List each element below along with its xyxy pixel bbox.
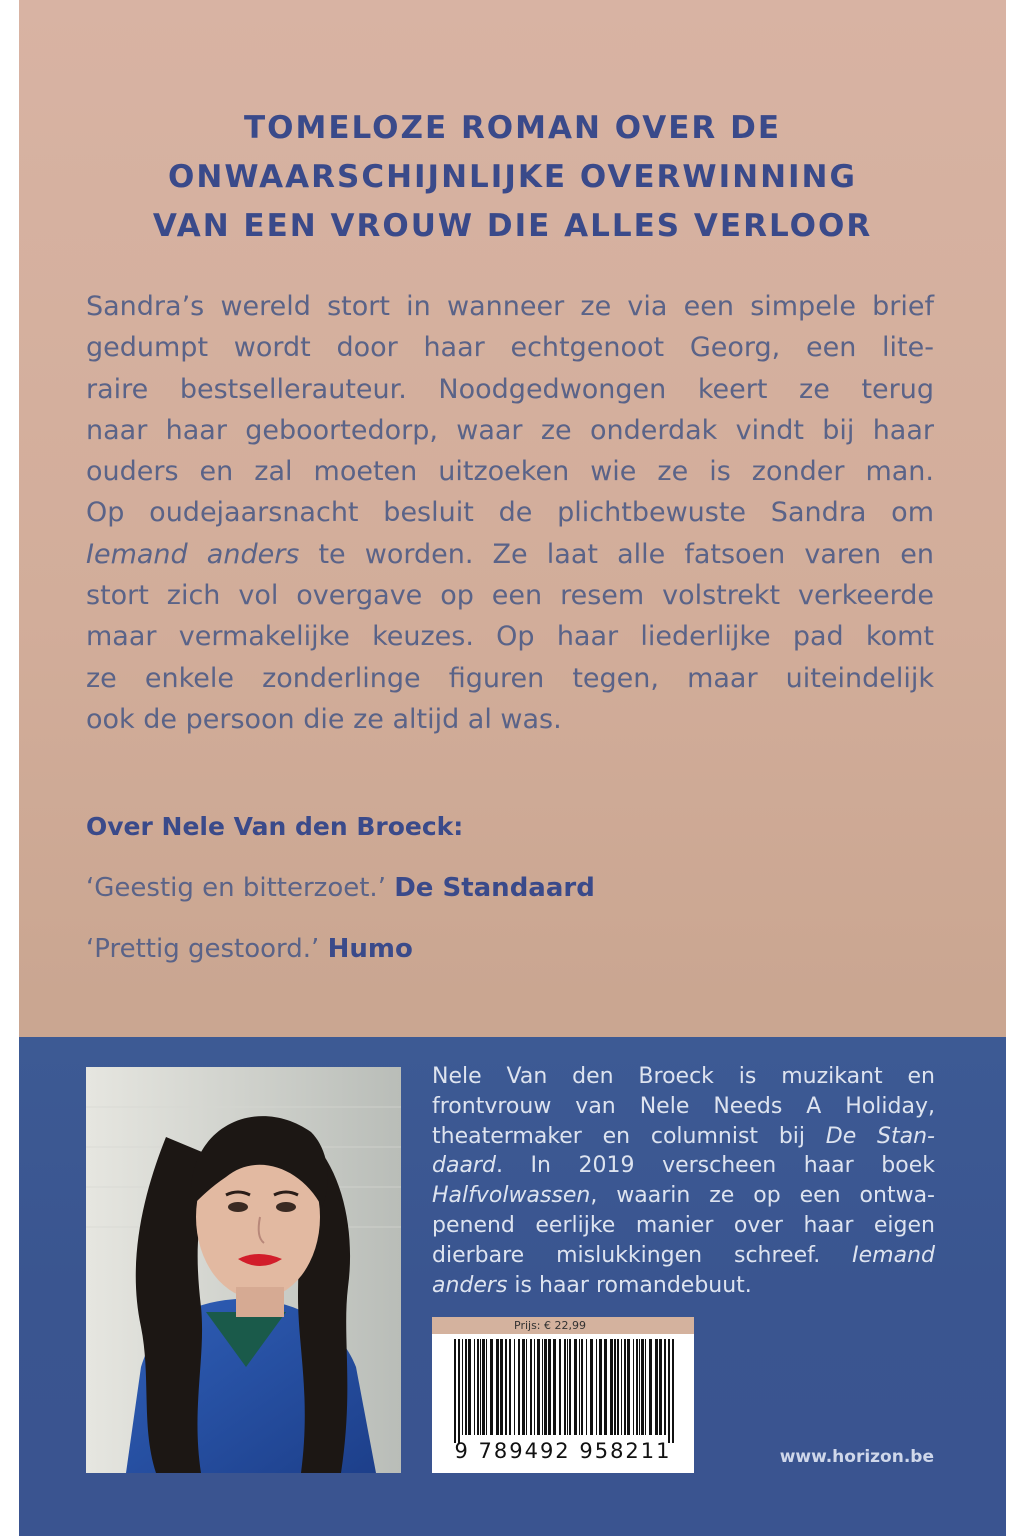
headline-line: ONWAARSCHIJNLIJKE OVERWINNING — [168, 159, 857, 195]
bio-line: frontvrouw van Nele Needs A Holiday, — [432, 1093, 935, 1119]
book-title: Halfvolwassen — [432, 1183, 591, 1209]
bio-line — [432, 1181, 935, 1211]
synopsis-line: ouders en zal moeten uitzoeken wie ze is zonder man. — [86, 456, 934, 488]
quote-text: ‘Prettig gestoord.’ — [86, 934, 328, 964]
review-quote — [86, 929, 413, 969]
barcode-bar — [530, 1339, 532, 1435]
synopsis-line: stort zich vol overgave op een resem volstrekt verkeerde — [86, 580, 934, 612]
barcode-bar — [659, 1339, 662, 1435]
barcode-bar — [641, 1339, 644, 1435]
barcode-bar — [462, 1339, 463, 1435]
barcode-bar — [542, 1339, 543, 1435]
barcode-bar — [579, 1339, 580, 1435]
bio-line — [432, 1241, 935, 1271]
barcode — [432, 1317, 694, 1473]
barcode-bar — [509, 1339, 511, 1435]
synopsis-line: maar vermakelijke keuzes. Op haar liederlijke pad komt — [86, 621, 934, 653]
barcode-bar — [604, 1339, 607, 1435]
barcode-bar — [548, 1339, 551, 1435]
author-portrait-illustration — [86, 1067, 401, 1473]
bio-line: penend eerlijke manier over haar eigen — [432, 1212, 935, 1238]
author-panel — [19, 1037, 1006, 1536]
synopsis-line: naar haar geboortedorp, waar ze onderdak vindt bij haar — [86, 414, 934, 446]
book-title: anders — [432, 1272, 508, 1298]
barcode-bar — [490, 1339, 493, 1435]
quote-source: Humo — [327, 934, 413, 964]
barcode-bar — [586, 1339, 587, 1435]
barcode-bar — [553, 1339, 556, 1435]
barcode-bar — [500, 1339, 503, 1435]
barcode-bar — [454, 1339, 456, 1443]
barcode-bar — [480, 1339, 481, 1435]
synopsis-line — [86, 534, 934, 575]
barcode-bar — [639, 1339, 640, 1435]
barcode-bar — [633, 1339, 634, 1435]
barcode-bar — [477, 1339, 479, 1435]
bio-text: . In 2019 verscheen haar boek — [495, 1153, 935, 1179]
reviews-title: Over Nele Van den Broeck: — [86, 812, 464, 841]
synopsis-line: gedumpt wordt door haar echtgenoot Georg, een lite- — [86, 332, 934, 364]
isbn-number: 9 789492 958211 — [454, 1439, 672, 1463]
synopsis-text: te worden. Ze laat alle fatsoen varen en — [299, 538, 934, 570]
barcode-bar — [522, 1339, 525, 1435]
barcode-bar — [544, 1339, 547, 1435]
book-title-italic: Iemand anders — [86, 538, 300, 570]
barcode-bar — [668, 1339, 670, 1443]
price-text: Prijs: € 22,99 — [514, 1319, 586, 1332]
barcode-bar — [465, 1339, 467, 1435]
barcode-bar — [534, 1339, 535, 1435]
synopsis-line: Op oudejaarsnacht besluit de plichtbewuste Sandra om — [86, 497, 934, 529]
publisher-website[interactable]: www.horizon.be — [779, 1447, 934, 1467]
newspaper-title: De Stan- — [825, 1123, 935, 1149]
barcode-bar — [567, 1339, 568, 1435]
author-bio — [432, 1062, 935, 1300]
bio-text: theatermaker en columnist bij — [432, 1123, 826, 1149]
barcode-bar — [649, 1339, 652, 1435]
barcode-bar — [590, 1339, 593, 1435]
barcode-bar — [482, 1339, 485, 1435]
barcode-bar — [474, 1339, 475, 1435]
bio-line — [432, 1122, 935, 1152]
barcode-bar — [614, 1339, 616, 1435]
barcode-bar — [458, 1339, 460, 1443]
barcode-bar — [636, 1339, 638, 1435]
barcode-bar — [518, 1339, 520, 1435]
synopsis-line: ze enkele zonderlinge figuren tegen, maar uiteindelijk — [86, 662, 934, 694]
barcode-bar — [617, 1339, 619, 1435]
barcode-bar — [526, 1339, 527, 1435]
barcode-bar — [621, 1339, 622, 1435]
synopsis-line: raire bestsellerauteur. Noodgedwongen keert ze terug — [86, 373, 934, 405]
barcode-bar — [645, 1339, 646, 1435]
bio-line: Nele Van den Broeck is muzikant en — [432, 1064, 935, 1089]
synopsis — [86, 286, 934, 740]
barcode-bar — [505, 1339, 507, 1435]
headline-line: TOMELOZE ROMAN OVER DE — [243, 110, 782, 146]
quote-source: De Standaard — [394, 873, 595, 903]
barcode-bar — [569, 1339, 571, 1435]
synopsis-line: ook de persoon die ze altijd al was. — [86, 703, 562, 735]
barcode-bar — [599, 1339, 602, 1435]
barcode-bar — [624, 1339, 626, 1435]
barcode-bar — [581, 1339, 583, 1435]
back-cover — [19, 0, 1006, 1536]
bio-text: , waarin ze op een ontwa- — [590, 1183, 935, 1209]
barcode-bar — [596, 1339, 597, 1435]
bio-line — [432, 1151, 935, 1181]
headline-line: VAN EEN VROUW DIE ALLES VERLOOR — [152, 208, 873, 244]
barcode-bar — [468, 1339, 471, 1435]
synopsis-line: Sandra’s wereld stort in wanneer ze via een simpele brief — [86, 291, 934, 322]
barcode-bar — [610, 1339, 613, 1435]
review-quote — [86, 868, 595, 908]
barcode-bar — [514, 1339, 515, 1435]
barcode-bar — [655, 1339, 658, 1435]
bio-text: is haar romandebuut. — [507, 1272, 752, 1298]
barcode-bar — [559, 1339, 561, 1435]
barcode-bar — [574, 1339, 577, 1435]
author-photo — [86, 1067, 401, 1473]
headline — [19, 104, 1006, 251]
barcode-bar — [627, 1339, 630, 1435]
barcode-bar — [496, 1339, 499, 1435]
barcode-bar — [672, 1339, 674, 1443]
barcode-bar — [486, 1339, 487, 1435]
bio-line — [432, 1271, 935, 1301]
barcode-bar — [564, 1339, 566, 1435]
book-title: Iemand — [852, 1242, 935, 1268]
barcode-bar — [664, 1339, 666, 1435]
barcode-bar — [537, 1339, 540, 1435]
quote-text: ‘Geestig en bitterzoet.’ — [86, 873, 395, 903]
newspaper-title: daard — [432, 1153, 496, 1179]
bio-text: dierbare mislukkingen schreef. — [432, 1242, 853, 1268]
